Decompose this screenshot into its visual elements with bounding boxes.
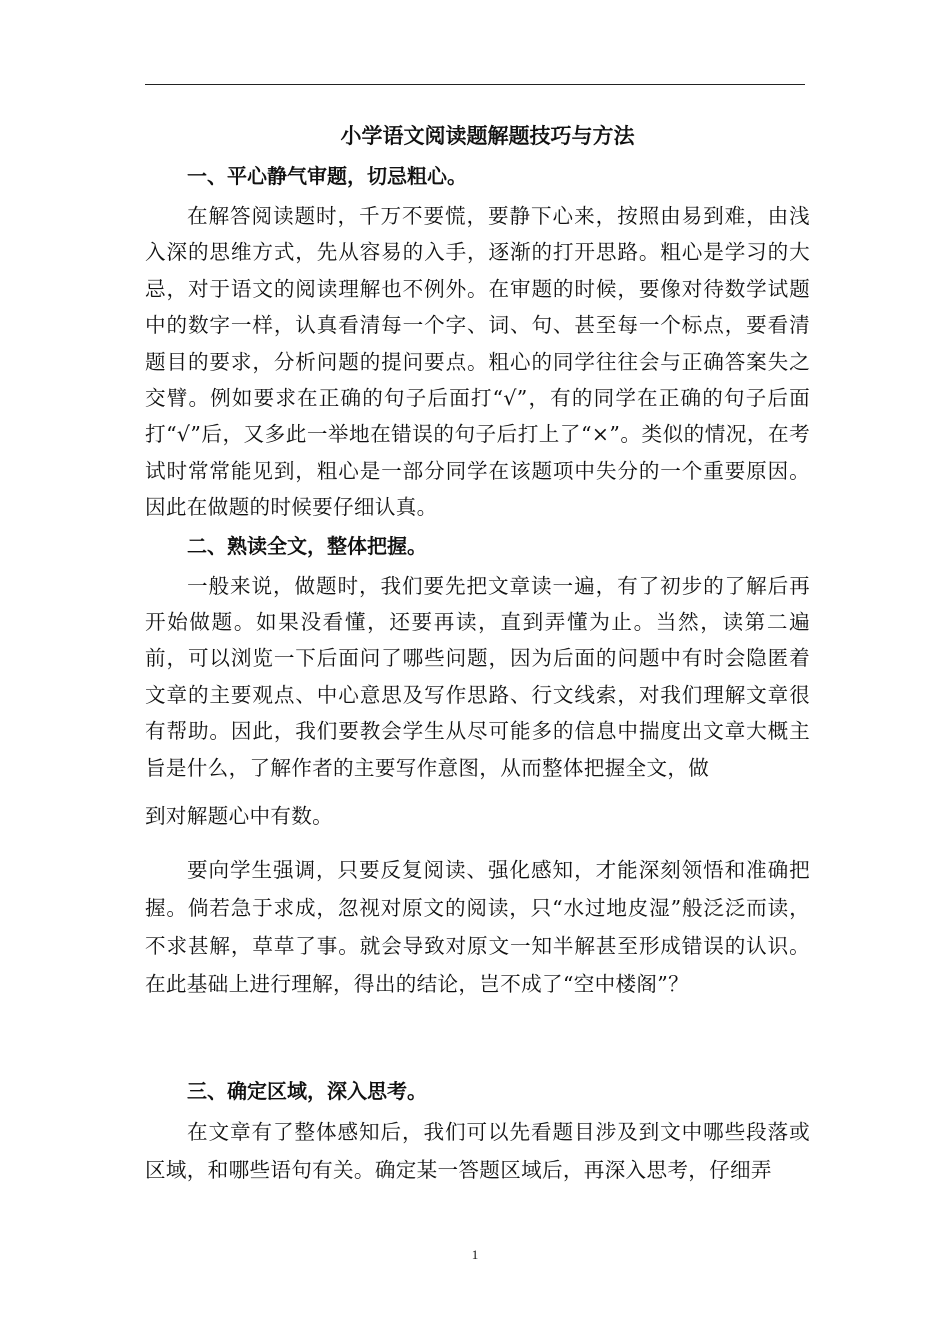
paragraph: 在文章有了整体感知后，我们可以先看题目涉及到文中哪些段落或区域，和哪些语句有关。确定某一答题区域后，再深入思考，仔细弄 (145, 1119, 810, 1182)
paragraph: 一般来说，做题时，我们要先把文章读一遍，有了初步的了解后再开始做题。如果没看懂，还要再读，直到弄懂为止。当然，读第二遍前，可以浏览一下后面问了哪些问题，因为后面的问题中有时会隐匿着文章的主要观点、中心意思及写作思路、行文线索，对我们理解文章很有帮助。因此，我们要教会学生从尽可能多的信息中揣度出文章大概主旨是什么，了解作者的主要写作意图，从而整体把握全文，做 (145, 573, 810, 780)
header-rule (145, 84, 805, 85)
section-heading-3: 三、确定区域，深入思考。 (187, 1078, 427, 1103)
section-heading-2: 二、熟读全文，整体把握。 (187, 533, 427, 558)
page-number: 1 (471, 1247, 479, 1262)
paragraph: 在解答阅读题时，千万不要慌，要静下心来，按照由易到难，由浅入深的思维方式，先从容易的入手，逐渐的打开思路。粗心是学习的大忌，对于语文的阅读理解也不例外。在审题的时候，要像对待数学试题中的数字一样，认真看清每一个字、词、句、甚至每一个标点，要看清题目的要求，分析问题的提问要点。粗心的同学往往会与正确答案失之交臂。例如要求在正确的句子后面打“√”，有的同学在正确的句子后面打“√”后，又多此一举地在错误的句子后打上了“×”。类似的情况，在考试时常常能见到，粗心是一部分同学在该题项中失分的一个重要原因。因此在做题的时候要仔细认真。 (145, 204, 810, 520)
document-title: 小学语文阅读题解题技巧与方法 (340, 123, 635, 148)
spacer (145, 1003, 810, 1071)
document-body (145, 116, 810, 1189)
paragraph: 要向学生强调，只要反复阅读、强化感知，才能深刻领悟和准确把握。倘若急于求成，忽视对原文的阅读，只“水过地皮湿”般泛泛而读，不求甚解，草草了事。就会导致对原文一知半解甚至形成错误的认识。在此基础上进行理解，得出的结论，岂不成了“空中楼阁”？ (145, 857, 810, 996)
paragraph-continuation: 到对解题心中有数。 (145, 804, 334, 829)
section-heading-1: 一、平心静气审题，切忌粗心。 (187, 164, 467, 188)
